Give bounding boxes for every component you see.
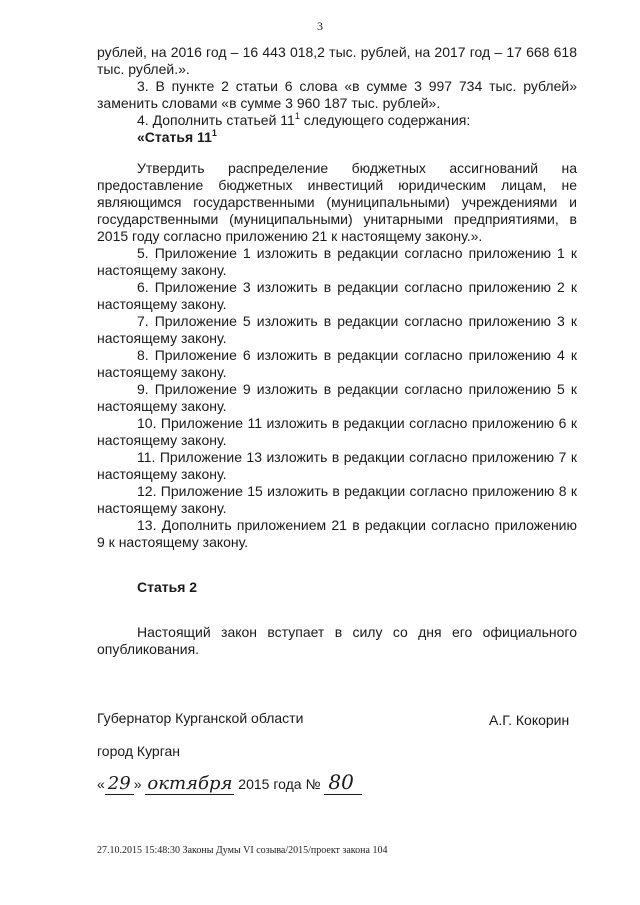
paragraph-13: 13. Дополнить приложением 21 в редакции согласно приложению 9 к настоящему закону. xyxy=(97,517,577,550)
governor-name: А.Г. Кокорин xyxy=(489,712,570,728)
paragraph-7: 7. Приложение 5 изложить в редакции согласно приложению 3 к настоящему закону. xyxy=(97,313,577,346)
page-number: 3 xyxy=(317,19,323,33)
document-number: 80 xyxy=(324,770,361,795)
date-year: 2015 года № xyxy=(238,776,321,792)
paragraph-10: 10. Приложение 11 изложить в редакции согласно приложению 6 к настоящему закону. xyxy=(97,415,577,448)
paragraph-12: 12. Приложение 15 изложить в редакции согласно приложению 8 к настоящему закону. xyxy=(97,483,577,516)
governor-position: Губернатор Курганской области xyxy=(97,710,304,726)
city: город Курган xyxy=(97,743,181,759)
paragraph-9: 9. Приложение 9 изложить в редакции согласно приложению 5 к настоящему закону. xyxy=(97,381,577,414)
article-2-text: Настоящий закон вступает в силу со дня его официального опубликования. xyxy=(97,624,577,657)
paragraph-4-tail: следующего содержания: xyxy=(299,112,471,128)
paragraph-5: 5. Приложение 1 изложить в редакции согласно приложению 1 к настоящему закону. xyxy=(97,245,577,278)
date-line xyxy=(97,770,362,795)
paragraph-11: 11. Приложение 13 изложить в редакции согласно приложению 7 к настоящему закону. xyxy=(97,449,577,482)
article-2-title: Статья 2 xyxy=(137,579,198,595)
paragraph-3: 3. В пункте 2 статьи 6 слова «в сумме 3 997 734 тыс. рублей» заменить словами «в сумме 3 960 187 тыс. рублей». xyxy=(97,78,577,111)
superscript: 1 xyxy=(211,128,217,138)
paragraph-4-text: 4. Дополнить статьей 11 xyxy=(137,112,295,128)
date-quote-close: » xyxy=(133,776,142,792)
footer-stamp: 27.10.2015 15:48:30 Законы Думы VI созыва/2015/проект закона 104 xyxy=(97,845,388,856)
date-quote-open: « xyxy=(97,776,105,792)
paragraph-4 xyxy=(97,112,577,129)
superscript: 1 xyxy=(294,111,300,121)
article-11-1-text: Утвердить распределение бюджетных ассигнований на предоставление бюджетных инвестиций юридическим лицам, не являющимся государственными (муниципальными) учреждениями и государственными (муниципальными) унитарными предприятиями, в 2015 году согласно приложению 21 к настоящему закону.». xyxy=(97,160,577,244)
date-month: октября xyxy=(147,773,233,794)
paragraph-6: 6. Приложение 3 изложить в редакции согласно приложению 2 к настоящему закону. xyxy=(97,279,577,312)
article-11-1-title xyxy=(97,129,577,146)
article-title-text: «Статья 11 xyxy=(137,129,212,145)
paragraph-8: 8. Приложение 6 изложить в редакции согласно приложению 4 к настоящему закону. xyxy=(97,347,577,380)
date-day: 29 xyxy=(105,773,134,795)
paragraph-continuation: рублей, на 2016 год – 16 443 018,2 тыс. рублей, на 2017 год – 17 668 618 тыс. рублей.». xyxy=(97,44,577,77)
document-body xyxy=(97,44,577,658)
